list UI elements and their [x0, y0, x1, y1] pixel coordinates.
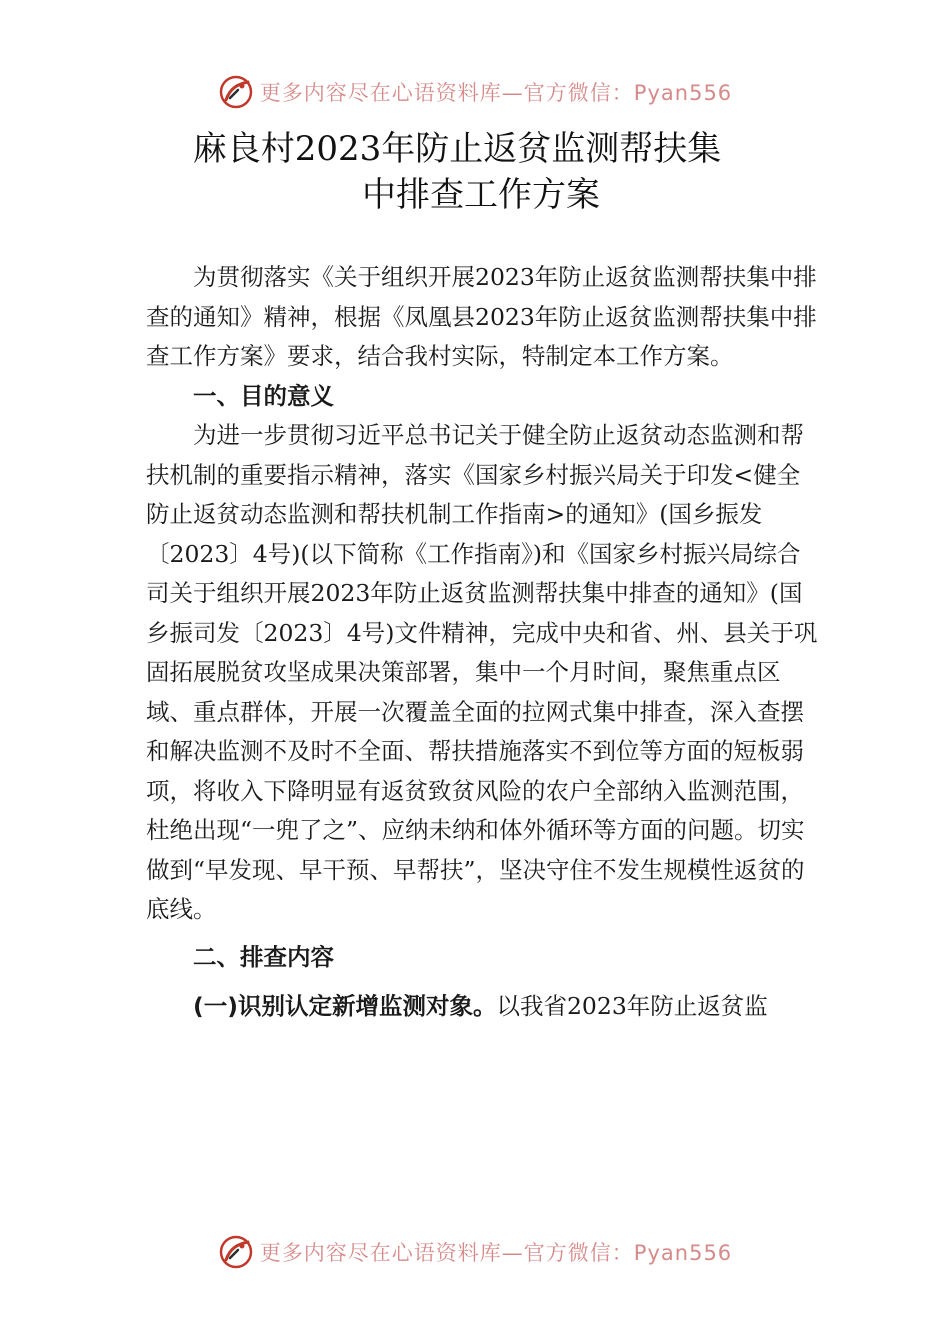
- document-body: [146, 258, 818, 1027]
- intro-paragraph: 为贯彻落实《关于组织开展2023年防止返贫监测帮扶集中排查的通知》精神，根据《凤凰县2023年防止返贫监测帮扶集中排查工作方案》要求，结合我村实际，特制定本工作方案。: [146, 263, 817, 370]
- title-line-1: 麻良村2023年防止返贫监测帮扶集: [192, 129, 722, 169]
- section-2-heading: 二、排查内容: [193, 942, 334, 971]
- section-2-lead: (一)识别认定新增监测对象。: [193, 992, 497, 1020]
- watermark-header: [0, 72, 950, 112]
- title-line-2: 中排查工作方案: [362, 175, 600, 215]
- watermark-logo-icon: [218, 1234, 254, 1270]
- section-2-text: 以我省2023年防止返贫监: [496, 992, 768, 1020]
- section-1-heading: 一、目的意义: [193, 381, 334, 410]
- watermark-footer: [0, 1232, 950, 1272]
- watermark-text: 更多内容尽在心语资料库—官方微信：Pyan556: [259, 1241, 733, 1265]
- watermark-logo-icon: [218, 74, 254, 110]
- document-title: [0, 126, 950, 218]
- watermark-text: 更多内容尽在心语资料库—官方微信：Pyan556: [259, 81, 733, 105]
- section-2-paragraph: [146, 987, 818, 1027]
- section-1-paragraph: 为进一步贯彻习近平总书记关于健全防止返贫动态监测和帮扶机制的重要指示精神，落实《国家乡村振兴局关于印发<健全防止返贫动态监测和帮扶机制工作指南>的通知》(国乡振发〔2023〕4号)(以下简称《工作指南》)和《国家乡村振兴局综合司关于组织开展2023年防止返贫监测帮扶集中排查的通知》(国乡振司发〔2023〕4号)文件精神，完成中央和省、州、县关于巩固拓展脱贫攻坚成果决策部署，集中一个月时间，聚焦重点区域、重点群体，开展一次覆盖全面的拉网式集中排查，深入查摆和解决监测不及时不全面、帮扶措施落实不到位等方面的短板弱项，将收入下降明显有返贫致贫风险的农户全部纳入监测范围，杜绝出现“一兜了之”、应纳未纳和体外循环等方面的问题。切实做到“早发现、早干预、早帮扶”，坚决守住不发生规模性返贫的底线。: [146, 421, 818, 923]
